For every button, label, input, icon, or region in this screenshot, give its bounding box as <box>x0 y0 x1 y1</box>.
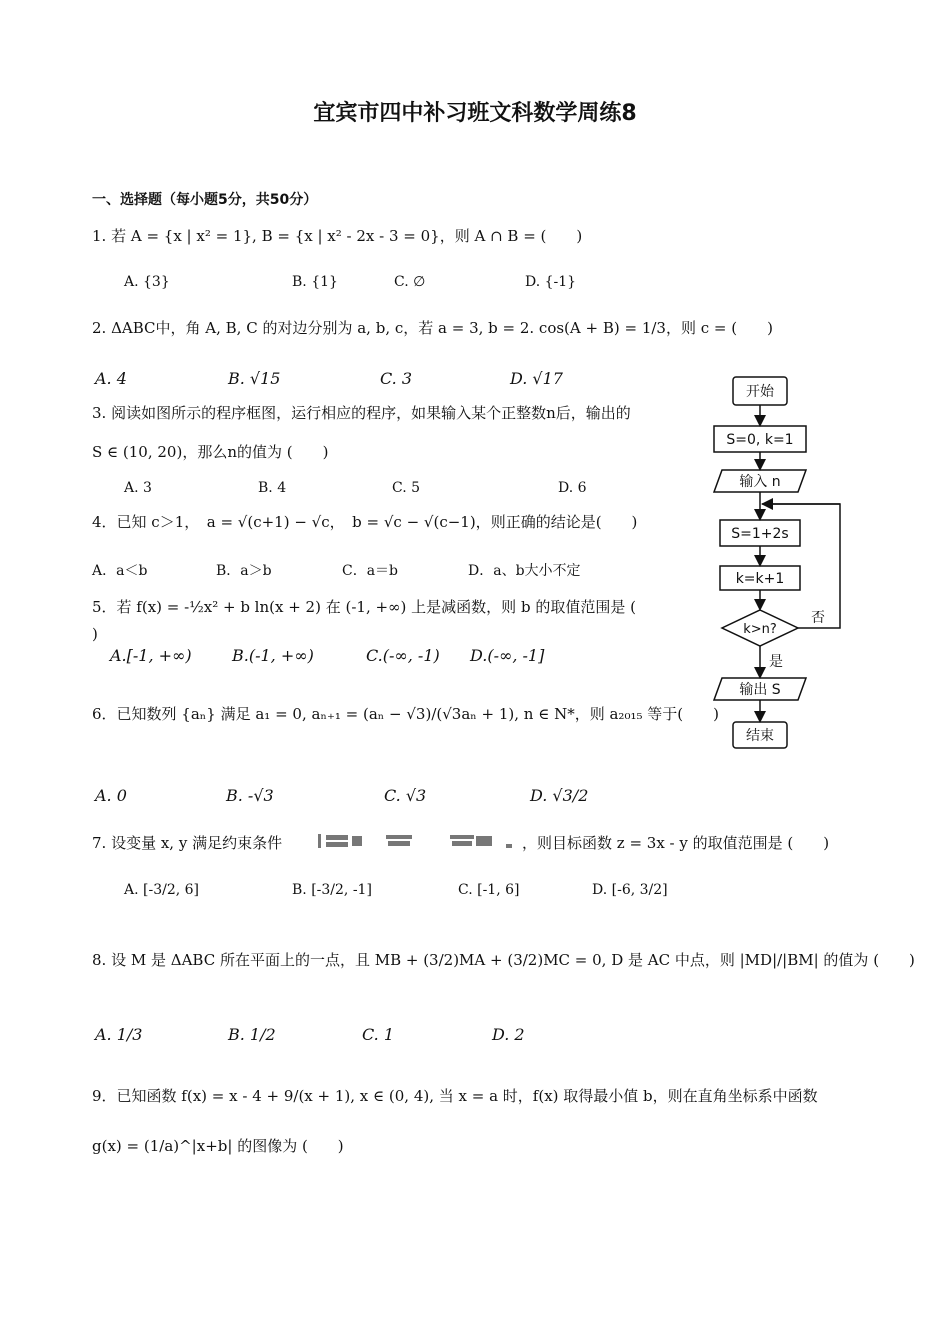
q4-option-b: B．a＞b <box>216 563 272 579</box>
q7-stem-post: ，则目标函数 z = 3x - y 的取值范围是 ( ) <box>522 834 830 852</box>
q3-stem-line1: 3. 阅读如图所示的程序框图，运行相应的程序，如果输入某个正整数n后，输出的 <box>92 404 631 422</box>
q4-stem: 4．已知 c＞1， a = √(c+1) − √c， b = √c − √(c−1)，则正确的结论是( ) <box>92 513 638 531</box>
q7-option-b: B. [-3/2, -1] <box>292 882 372 898</box>
flow-update-s-label: S=1+2s <box>731 526 789 542</box>
q2-option-c: C. 3 <box>380 369 413 388</box>
q9-stem-line2: g(x) = (1/a)^|x+b| 的图像为 ( ) <box>92 1137 344 1155</box>
q1-stem: 1. 若 A = {x | x² = 1}, B = {x | x² - 2x - 3 = 0}，则 A ∩ B = ( ) <box>92 227 583 245</box>
q4-option-c: C．a＝b <box>342 563 399 579</box>
q7-option-c: C. [-1, 6] <box>458 882 520 898</box>
q2-option-b: B. √15 <box>228 369 281 388</box>
q6-option-a: A. 0 <box>95 786 127 805</box>
flow-init-label: S=0, k=1 <box>726 432 794 448</box>
q8-option-c: C. 1 <box>362 1025 395 1044</box>
q3-option-b: B. 4 <box>258 480 287 496</box>
flow-output-label: 输出 S <box>739 682 781 698</box>
q5-stem-line2: ) <box>92 625 98 643</box>
q7-option-a: A. [-3/2, 6] <box>124 882 200 898</box>
q5-option-a: A.[-1, +∞) <box>110 646 192 665</box>
q3-option-d: D. 6 <box>558 480 587 496</box>
q3-stem-line2: S ∈ (10, 20)，那么n的值为 ( ) <box>92 443 329 461</box>
flow-no-label: 否 <box>811 610 825 626</box>
q5-option-d: D.(-∞, -1] <box>470 646 545 665</box>
q5-stem-line1: 5．若 f(x) = -½x² + b ln(x + 2) 在 (-1, +∞) 上是减函数，则 b 的取值范围是 ( <box>92 598 636 616</box>
flow-yes-label: 是 <box>769 654 783 670</box>
q3-option-a: A. 3 <box>124 480 152 496</box>
q7-option-d: D. [-6, 3/2] <box>592 882 668 898</box>
q9-stem-line1: 9．已知函数 f(x) = x - 4 + 9/(x + 1), x ∈ (0, 4), 当 x = a 时，f(x) 取得最小值 b，则在直角坐标系中函数 <box>92 1087 818 1105</box>
q3-option-c: C. 5 <box>392 480 421 496</box>
q6-stem: 6．已知数列 {aₙ} 满足 a₁ = 0, aₙ₊₁ = (aₙ − √3)/(√3aₙ + 1), n ∈ N*，则 a₂₀₁₅ 等于( ) <box>92 705 719 723</box>
q2-option-a: A. 4 <box>95 369 127 388</box>
q1-option-a: A. {3} <box>124 274 170 290</box>
program-flowchart <box>700 370 850 756</box>
q5-option-c: C.(-∞, -1) <box>366 646 440 665</box>
q8-option-d: D. 2 <box>492 1025 525 1044</box>
page-title: 宜宾市四中补习班文科数学周练8 <box>313 101 637 126</box>
q2-stem: 2. ΔABC中，角 A, B, C 的对边分别为 a, b, c，若 a = 3, b = 2. cos(A + B) = 1/3，则 c = ( ) <box>92 319 773 337</box>
flow-update-k-label: k=k+1 <box>735 571 785 587</box>
flow-start-label: 开始 <box>746 384 774 400</box>
q1-option-d: D. {-1} <box>525 274 577 290</box>
q6-option-b: B. -√3 <box>226 786 274 805</box>
q4-option-d: D．a、b大小不定 <box>468 563 581 579</box>
q7-stem-pre: 7. 设变量 x, y 满足约束条件 <box>92 834 283 852</box>
q1-option-c: C. ∅ <box>394 274 426 290</box>
q8-option-b: B. 1/2 <box>228 1025 276 1044</box>
q5-option-b: B.(-1, +∞) <box>232 646 314 665</box>
flow-end-label: 结束 <box>746 728 774 744</box>
q8-option-a: A. 1/3 <box>95 1025 143 1044</box>
section-heading: 一、选择题（每小题5分，共50分） <box>92 192 318 208</box>
q1-option-b: B. {1} <box>292 274 338 290</box>
flow-decision-label: k>n? <box>743 622 777 637</box>
q4-option-a: A．a＜b <box>92 563 148 579</box>
q6-option-d: D. √3/2 <box>530 786 589 805</box>
blurred-constraint-image <box>316 832 516 850</box>
q2-option-d: D. √17 <box>510 369 563 388</box>
flow-input-label: 输入 n <box>739 474 781 490</box>
q8-stem: 8. 设 M 是 ΔABC 所在平面上的一点，且 MB + (3/2)MA + (3/2)MC = 0, D 是 AC 中点，则 |MD|/|BM| 的值为 ( ) <box>92 951 915 969</box>
q6-option-c: C. √3 <box>384 786 427 805</box>
